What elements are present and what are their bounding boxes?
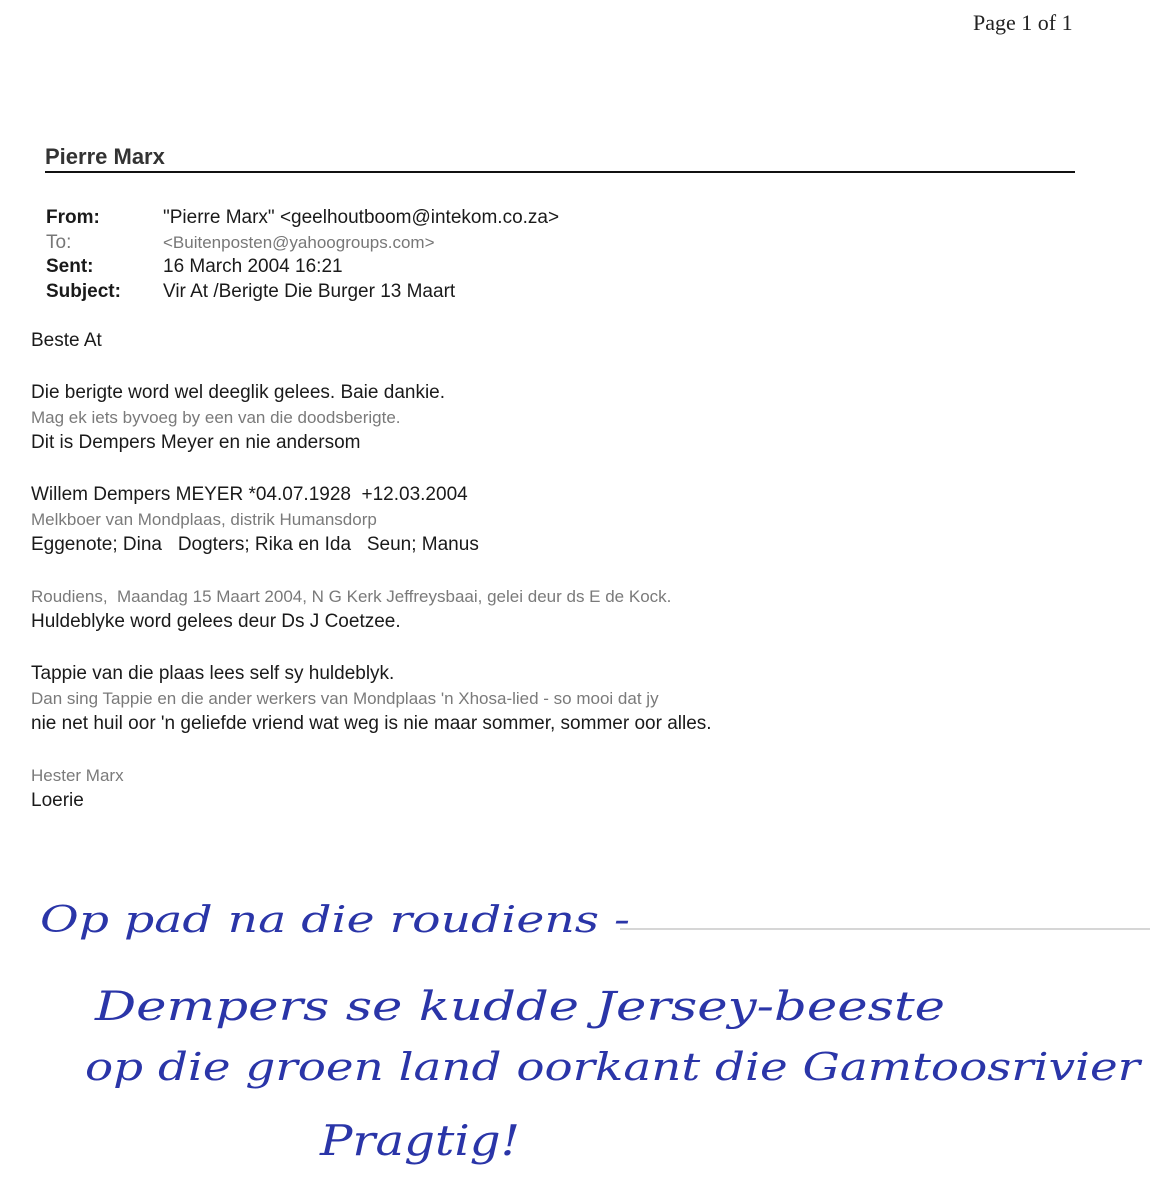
to-value: <Buitenposten@yahoogroups.com> (163, 232, 435, 252)
paragraph-line: Die berigte word wel deeglik gelees. Baie dankie. (31, 382, 446, 403)
sender-title: Pierre Marx (45, 144, 165, 169)
email-header (46, 206, 946, 304)
handwritten-line-3: op die groen land oorkant die Gamtoosrivier (85, 1045, 1144, 1089)
paragraph-line: Eggenote; Dina Dogters; Rika en Ida Seun; Manus (31, 534, 479, 555)
paragraph-line: Tappie van die plaas lees self sy huldeblyk. (31, 663, 395, 684)
sent-value: 16 March 2004 16:21 (163, 256, 343, 277)
from-value: "Pierre Marx" <geelhoutboom@intekom.co.za> (163, 207, 560, 228)
paragraph-line: Dan sing Tappie en die ander werkers van Mondplaas 'n Xhosa-lied - so mooi dat jy (31, 689, 659, 708)
page-number: Page 1 of 1 (973, 10, 1073, 35)
paragraph-1 (31, 380, 931, 455)
greeting: Beste At (31, 330, 102, 351)
subject-row (46, 280, 946, 305)
paragraph-line: Roudiens, Maandag 15 Maart 2004, N G Kerk Jeffreysbaai, gelei deur ds E de Kock. (31, 587, 672, 606)
to-row (46, 231, 946, 256)
paragraph-line: Huldeblyke word gelees deur Ds J Coetzee. (31, 611, 401, 632)
from-label: From: (46, 207, 100, 228)
handwritten-line-2: Dempers se kudde Jersey-beeste (93, 984, 946, 1030)
paragraph-line: Dit is Dempers Meyer en nie andersom (31, 432, 361, 453)
paragraph-line: Mag ek iets byvoeg by een van die doodsberigte. (31, 408, 401, 427)
subject-label: Subject: (46, 280, 121, 302)
paragraph-line: nie net huil oor 'n geliefde vriend wat weg is nie maar sommer, sommer oor alles. (31, 713, 712, 734)
paragraph-line: Melkboer van Mondplaas, distrik Humansdorp (31, 510, 377, 529)
paragraph-4 (31, 661, 931, 736)
email-body (31, 328, 931, 353)
handwritten-line-4: Pragtig! (318, 1116, 520, 1165)
sent-label: Sent: (46, 256, 94, 277)
signature (31, 763, 931, 813)
signature-name: Hester Marx (31, 766, 124, 785)
paragraph-3 (31, 584, 931, 634)
handwritten-line-1: Op pad na die roudiens - (40, 900, 630, 941)
sent-row (46, 255, 946, 280)
title-divider (45, 171, 1075, 173)
paragraph-2 (31, 482, 931, 557)
paragraph-line: Willem Dempers MEYER *04.07.1928 +12.03.2004 (31, 484, 468, 505)
signature-place: Loerie (31, 790, 84, 811)
from-row (46, 206, 946, 231)
handwritten-note (0, 880, 1154, 1200)
to-label: To: (46, 231, 72, 253)
subject-value: Vir At /Berigte Die Burger 13 Maart (163, 280, 456, 302)
